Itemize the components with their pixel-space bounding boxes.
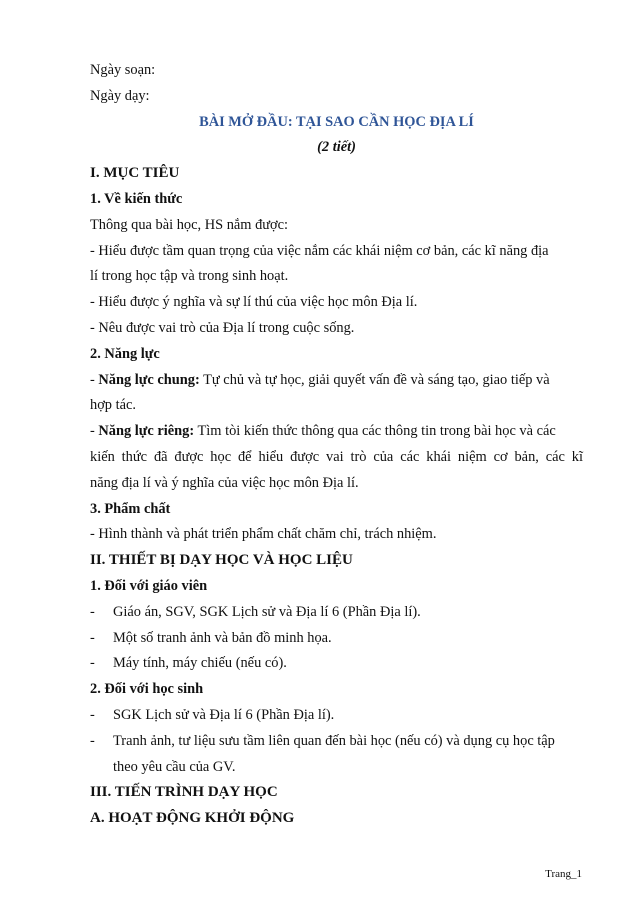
general-competence-text-2: hợp tác. [90, 397, 136, 414]
specific-competence-label: Năng lực riêng: [98, 423, 195, 440]
general-competence-text-1: Tự chủ và tự học, giải quyết vấn đề và sáng tạo, giao tiếp và [199, 371, 550, 388]
teacher-item-3-text: Máy tính, máy chiếu (nếu có). [113, 655, 287, 672]
knowledge-item-1-line-2: lí trong học tập và trong sinh hoạt. [90, 268, 289, 285]
student-item-2-text-1: Tranh ảnh, tư liệu sưu tầm liên quan đến bài học (nếu có) và dụng cụ học tập [113, 732, 555, 749]
teach-date-label: Ngày dạy: [90, 87, 150, 104]
teacher-heading: 1. Đối với giáo viên [90, 577, 208, 594]
specific-competence-text-2: kiến thức đã được học để hiểu được vai trò của các khái niệm cơ bản, các kĩ [90, 448, 583, 465]
student-heading: 2. Đối với học sinh [90, 681, 204, 698]
lesson-title: BÀI MỞ ĐẦU: TẠI SAO CẦN HỌC ĐỊA LÍ [199, 113, 474, 130]
activity-a-heading: A. HOẠT ĐỘNG KHỞI ĐỘNG [90, 810, 295, 827]
general-competence-label: Năng lực chung: [98, 371, 200, 388]
student-item-1-text: SGK Lịch sử và Địa lí 6 (Phần Địa lí). [113, 706, 335, 723]
document-page [90, 58, 583, 832]
knowledge-intro: Thông qua bài học, HS nắm được: [90, 216, 289, 233]
knowledge-item-3: - Nêu được vai trò của Địa lí trong cuộc sống. [90, 319, 355, 336]
competence-heading: 2. Năng lực [90, 345, 160, 362]
specific-competence-line-1 [90, 419, 583, 445]
section-objectives-heading: I. MỤC TIÊU [90, 165, 180, 182]
bullet-dash: - [90, 603, 95, 620]
teacher-item-2-text: Một số tranh ảnh và bản đồ minh họa. [113, 629, 332, 646]
teacher-item-1-text: Giáo án, SGV, SGK Lịch sử và Địa lí 6 (Phần Địa lí). [113, 603, 421, 620]
knowledge-item-2: - Hiểu được ý nghĩa và sự lí thú của việc học môn Địa lí. [90, 294, 418, 311]
section-equipment-heading: II. THIẾT BỊ DẠY HỌC VÀ HỌC LIỆU [90, 552, 353, 569]
bullet-dash: - [90, 629, 95, 646]
teacher-item-3 [90, 651, 583, 677]
bullet-dash: - [90, 706, 95, 723]
knowledge-item-1-line-1: - Hiểu được tầm quan trọng của việc nắm các khái niệm cơ bản, các kĩ năng địa [90, 242, 549, 259]
student-item-2-text-2: theo yêu cầu của GV. [113, 758, 236, 775]
bullet-dash: - [90, 732, 95, 749]
page-number: Trang_1 [545, 868, 582, 880]
general-competence-line-1 [90, 368, 583, 394]
knowledge-heading: 1. Về kiến thức [90, 190, 183, 207]
general-competence-dash: - [90, 371, 99, 388]
qualities-item-1: - Hình thành và phát triển phẩm chất chăm chỉ, trách nhiệm. [90, 526, 437, 543]
bullet-dash: - [90, 655, 95, 672]
section-process-heading: III. TIẾN TRÌNH DẠY HỌC [90, 784, 278, 801]
student-item-2 [90, 729, 583, 755]
qualities-heading: 3. Phẩm chất [90, 500, 171, 517]
student-item-1 [90, 703, 583, 729]
prep-date-label: Ngày soạn: [90, 62, 156, 78]
teacher-item-2 [90, 626, 583, 652]
lesson-duration: (2 tiết) [317, 139, 356, 156]
specific-competence-text-1: Tìm tòi kiến thức thông qua các thông tin trong bài học và các [194, 423, 556, 440]
teacher-item-1 [90, 600, 583, 626]
specific-competence-dash: - [90, 423, 99, 440]
specific-competence-text-3: năng địa lí và ý nghĩa của việc học môn Địa lí. [90, 474, 359, 491]
